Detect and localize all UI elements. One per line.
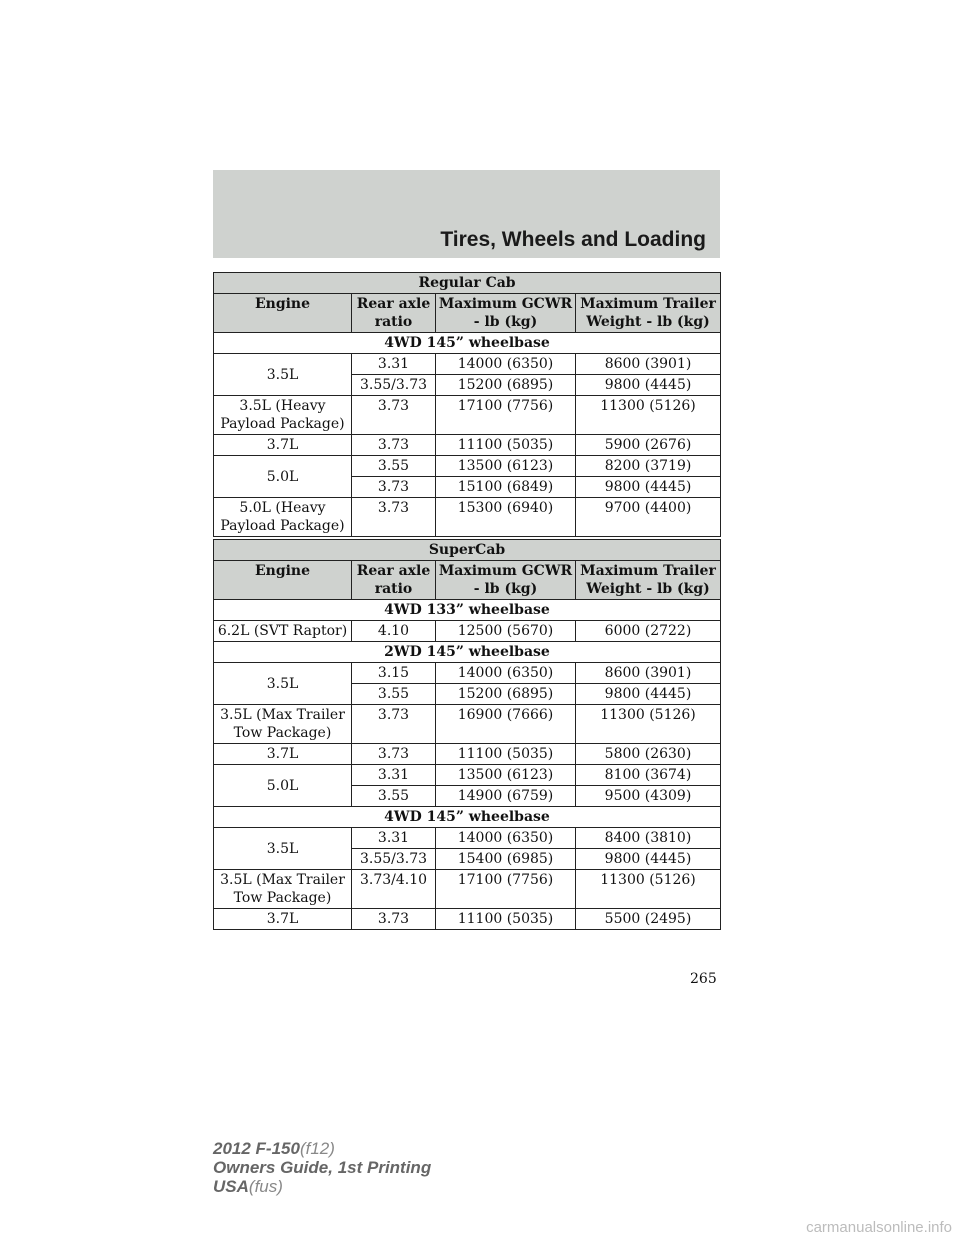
trailer-weight-cell: 5800 (2630)	[576, 744, 721, 765]
table-title: SuperCab	[214, 540, 721, 561]
wheelbase-heading: 4WD 133” wheelbase	[214, 600, 721, 621]
axle-ratio-cell: 3.55/3.73	[352, 375, 436, 396]
engine-cell: 3.5L (Max Trailer Tow Package)	[214, 705, 352, 744]
gcwr-cell: 14000 (6350)	[436, 354, 576, 375]
axle-ratio-cell: 3.73	[352, 705, 436, 744]
gcwr-cell: 13500 (6123)	[436, 765, 576, 786]
regular-cab-towing-table	[213, 272, 721, 537]
table-row	[214, 705, 721, 744]
trailer-weight-cell: 11300 (5126)	[576, 396, 721, 435]
table-row	[214, 396, 721, 435]
section-title: Tires, Wheels and Loading	[440, 228, 706, 251]
gcwr-cell: 14900 (6759)	[436, 786, 576, 807]
axle-ratio-cell: 3.31	[352, 354, 436, 375]
column-header-row	[214, 561, 721, 600]
page-number: 265	[690, 971, 717, 987]
trailer-weight-cell: 8400 (3810)	[576, 828, 721, 849]
column-header-engine: Engine	[214, 561, 352, 600]
trailer-weight-cell: 8100 (3674)	[576, 765, 721, 786]
section-header-band	[213, 170, 720, 258]
column-header-engine: Engine	[214, 294, 352, 333]
column-header-gcwr: Maximum GCWR - lb (kg)	[436, 561, 576, 600]
trailer-weight-cell: 8200 (3719)	[576, 456, 721, 477]
table-row	[214, 765, 721, 786]
column-header-trailer: Maximum Trailer Weight - lb (kg)	[576, 561, 721, 600]
trailer-weight-cell: 9800 (4445)	[576, 477, 721, 498]
wheelbase-heading-row	[214, 333, 721, 354]
trailer-weight-cell: 9800 (4445)	[576, 849, 721, 870]
engine-cell: 3.7L	[214, 435, 352, 456]
gcwr-cell: 15400 (6985)	[436, 849, 576, 870]
column-header-row	[214, 294, 721, 333]
footer-region-code: (fus)	[248, 1177, 283, 1196]
gcwr-cell: 11100 (5035)	[436, 909, 576, 930]
gcwr-cell: 17100 (7756)	[436, 870, 576, 909]
axle-ratio-cell: 3.73	[352, 396, 436, 435]
table-row	[214, 744, 721, 765]
axle-ratio-cell: 3.55	[352, 786, 436, 807]
trailer-weight-cell: 9800 (4445)	[576, 684, 721, 705]
axle-ratio-cell: 3.73	[352, 744, 436, 765]
wheelbase-heading-row	[214, 642, 721, 663]
gcwr-cell: 14000 (6350)	[436, 828, 576, 849]
axle-ratio-cell: 3.55/3.73	[352, 849, 436, 870]
table-row	[214, 456, 721, 477]
engine-cell: 5.0L	[214, 456, 352, 498]
engine-cell: 3.5L (Max Trailer Tow Package)	[214, 870, 352, 909]
table-row	[214, 354, 721, 375]
column-header-axle: Rear axle ratio	[352, 294, 436, 333]
footer-model: 2012 F-150	[213, 1139, 300, 1158]
table-row	[214, 621, 721, 642]
axle-ratio-cell: 3.55	[352, 684, 436, 705]
axle-ratio-cell: 3.31	[352, 765, 436, 786]
engine-cell: 3.5L	[214, 663, 352, 705]
trailer-weight-cell: 5900 (2676)	[576, 435, 721, 456]
engine-cell: 6.2L (SVT Raptor)	[214, 621, 352, 642]
table-title-row	[214, 540, 721, 561]
axle-ratio-cell: 3.15	[352, 663, 436, 684]
gcwr-cell: 15300 (6940)	[436, 498, 576, 537]
axle-ratio-cell: 3.73	[352, 435, 436, 456]
axle-ratio-cell: 3.73/4.10	[352, 870, 436, 909]
table-title: Regular Cab	[214, 273, 721, 294]
wheelbase-heading: 4WD 145” wheelbase	[214, 333, 721, 354]
engine-cell: 5.0L	[214, 765, 352, 807]
gcwr-cell: 16900 (7666)	[436, 705, 576, 744]
gcwr-cell: 17100 (7756)	[436, 396, 576, 435]
engine-cell: 3.5L	[214, 354, 352, 396]
gcwr-cell: 15100 (6849)	[436, 477, 576, 498]
engine-cell: 3.5L	[214, 828, 352, 870]
axle-ratio-cell: 4.10	[352, 621, 436, 642]
axle-ratio-cell: 3.55	[352, 456, 436, 477]
footer-guide: Owners Guide, 1st Printing	[213, 1158, 432, 1177]
axle-ratio-cell: 3.73	[352, 477, 436, 498]
footer-model-code: (f12)	[299, 1139, 335, 1158]
column-header-trailer: Maximum Trailer Weight - lb (kg)	[576, 294, 721, 333]
table-row	[214, 663, 721, 684]
footer-region: USA	[213, 1177, 249, 1196]
supercab-towing-table	[213, 539, 721, 930]
gcwr-cell: 15200 (6895)	[436, 684, 576, 705]
gcwr-cell: 11100 (5035)	[436, 435, 576, 456]
engine-cell: 3.7L	[214, 744, 352, 765]
engine-cell: 3.5L (Heavy Payload Package)	[214, 396, 352, 435]
trailer-weight-cell: 9500 (4309)	[576, 786, 721, 807]
trailer-weight-cell: 11300 (5126)	[576, 705, 721, 744]
table-row	[214, 909, 721, 930]
trailer-weight-cell: 6000 (2722)	[576, 621, 721, 642]
wheelbase-heading: 2WD 145” wheelbase	[214, 642, 721, 663]
gcwr-cell: 15200 (6895)	[436, 375, 576, 396]
wheelbase-heading: 4WD 145” wheelbase	[214, 807, 721, 828]
table-row	[214, 498, 721, 537]
trailer-weight-cell: 11300 (5126)	[576, 870, 721, 909]
document-footer	[213, 1139, 431, 1196]
watermark: carmanualsonline.info	[806, 1219, 952, 1236]
axle-ratio-cell: 3.73	[352, 498, 436, 537]
column-header-gcwr: Maximum GCWR - lb (kg)	[436, 294, 576, 333]
gcwr-cell: 14000 (6350)	[436, 663, 576, 684]
trailer-weight-cell: 8600 (3901)	[576, 354, 721, 375]
axle-ratio-cell: 3.73	[352, 909, 436, 930]
gcwr-cell: 13500 (6123)	[436, 456, 576, 477]
table-title-row	[214, 273, 721, 294]
engine-cell: 3.7L	[214, 909, 352, 930]
trailer-weight-cell: 5500 (2495)	[576, 909, 721, 930]
trailer-weight-cell: 9800 (4445)	[576, 375, 721, 396]
trailer-weight-cell: 8600 (3901)	[576, 663, 721, 684]
table-row	[214, 870, 721, 909]
wheelbase-heading-row	[214, 807, 721, 828]
axle-ratio-cell: 3.31	[352, 828, 436, 849]
column-header-axle: Rear axle ratio	[352, 561, 436, 600]
table-row	[214, 435, 721, 456]
wheelbase-heading-row	[214, 600, 721, 621]
gcwr-cell: 11100 (5035)	[436, 744, 576, 765]
engine-cell: 5.0L (Heavy Payload Package)	[214, 498, 352, 537]
gcwr-cell: 12500 (5670)	[436, 621, 576, 642]
trailer-weight-cell: 9700 (4400)	[576, 498, 721, 537]
table-row	[214, 828, 721, 849]
